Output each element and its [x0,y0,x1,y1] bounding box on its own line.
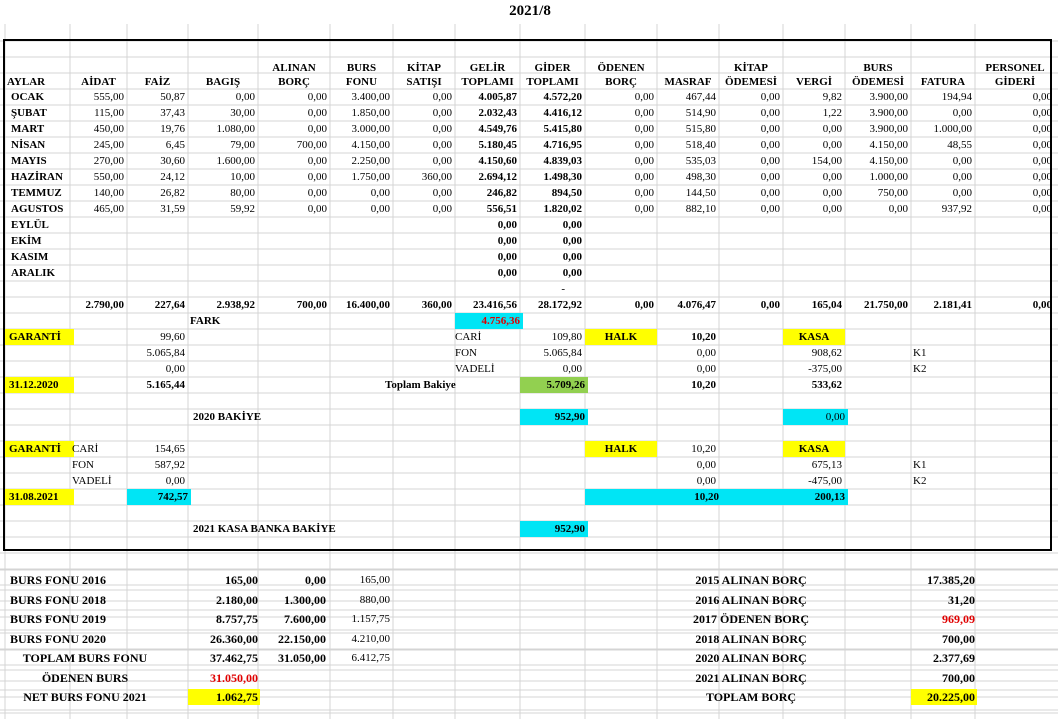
halk-2020-label[interactable]: HALK [585,329,657,345]
table-cell[interactable]: 4.839,03 [543,155,582,167]
total-cell[interactable]: 4.076,47 [677,299,716,311]
table-cell[interactable]: 0,00 [634,123,654,135]
table-cell[interactable]: 245,00 [93,139,124,151]
table-cell[interactable]: 0,00 [235,91,255,103]
table-cell[interactable]: 37,43 [160,107,185,119]
garanti-2020-total[interactable]: 5.165,44 [146,379,185,391]
table-cell[interactable]: 700,00 [296,139,327,151]
total-cell[interactable]: 28.172,92 [538,299,582,311]
k1-label[interactable]: K1 [913,347,927,359]
total-cell[interactable]: 21.750,00 [864,299,908,311]
vadeli-label[interactable]: VADELİ [455,363,495,375]
table-cell[interactable]: 0,00 [432,203,452,215]
table-cell[interactable]: 0,00 [952,107,972,119]
table-cell[interactable]: 5.180,45 [478,139,517,151]
cari-2021-label[interactable]: CARİ [72,443,99,455]
borc-label[interactable]: 2018 ALINAN BORÇ [695,631,807,646]
table-cell[interactable]: 0,00 [760,171,780,183]
borc-label[interactable]: 2017 ÖDENEN BORÇ [692,612,809,626]
total-cell[interactable]: 2.938,92 [216,299,255,311]
table-cell[interactable]: 26,82 [160,187,185,199]
total-cell[interactable]: 227,64 [154,299,185,311]
table-cell[interactable]: 0,00 [562,267,582,279]
header-1[interactable]: AİDAT [81,76,116,88]
month-label[interactable]: KASIM [11,251,49,263]
borc-label[interactable]: 2021 ALINAN BORÇ [695,670,807,685]
table-cell[interactable]: 3.000,00 [351,123,390,135]
k2-label[interactable]: K2 [913,363,927,375]
halk-2021-total[interactable]: 10,20 [585,489,722,505]
header-9[interactable]: ÖDENEN BORÇ [597,62,645,88]
table-cell[interactable]: 3.900,00 [869,91,908,103]
garanti-2020-v3[interactable]: 0,00 [165,363,185,375]
month-label[interactable]: EYLÜL [11,219,49,231]
table-cell[interactable]: 0,00 [760,139,780,151]
table-cell[interactable]: 0,00 [562,235,582,247]
cari-2020[interactable]: 109,80 [551,331,582,343]
month-label[interactable]: ARALIK [11,267,56,279]
vadeli-2020[interactable]: 0,00 [562,363,582,375]
borc-label[interactable]: 2015 ALINAN BORÇ [695,573,807,587]
burs-label[interactable]: BURS FONU 2018 [10,592,107,607]
table-cell[interactable]: 0,00 [634,107,654,119]
table-cell[interactable]: 0,00 [307,123,327,135]
table-cell[interactable]: 0,00 [307,171,327,183]
vadeli-2021[interactable]: 0,00 [165,475,185,487]
burs-label[interactable]: BURS FONU 2019 [10,612,107,626]
table-cell[interactable]: 1.000,00 [869,171,908,183]
kasa-2021-total[interactable]: 200,13 [719,489,848,505]
table-cell[interactable]: 0,00 [634,203,654,215]
table-cell[interactable]: 1.000,00 [933,123,972,135]
borc-value[interactable]: 700,00 [942,670,975,685]
table-cell[interactable]: 3.900,00 [869,107,908,119]
table-cell[interactable]: 50,87 [160,91,185,103]
halk-2020-v1[interactable]: 10,20 [691,331,716,343]
table-cell[interactable]: 0,00 [562,219,582,231]
table-cell[interactable]: 4.549,76 [478,123,517,135]
table-cell[interactable]: 3.400,00 [351,91,390,103]
borc-label[interactable]: TOPLAM BORÇ [705,690,797,704]
table-cell[interactable]: 535,03 [685,155,716,167]
table-cell[interactable]: 498,30 [685,171,716,183]
table-cell[interactable]: 0,00 [952,171,972,183]
burs-label[interactable]: BURS FONU 2016 [10,573,107,587]
month-label[interactable]: HAZİRAN [11,171,63,183]
table-cell[interactable]: 0,00 [497,267,517,279]
table-cell[interactable]: 0,00 [307,91,327,103]
toplam-bakiye-label[interactable]: Toplam Bakiye [385,379,456,391]
bakiye-2020-label[interactable]: 2020 BAKİYE [193,411,262,423]
table-cell[interactable]: 0,00 [1032,171,1052,183]
table-cell[interactable]: 144,50 [685,187,716,199]
burs-remaining[interactable]: 4.210,00 [351,632,390,645]
table-cell[interactable]: 1.080,00 [216,123,255,135]
table-cell[interactable]: 0,00 [307,107,327,119]
total-cell[interactable]: 165,04 [811,299,842,311]
table-cell[interactable]: 0,00 [634,139,654,151]
burs-amount[interactable]: 31.050,00 [210,670,258,685]
fon-2021-label[interactable]: FON [72,459,95,471]
table-cell[interactable]: 4.150,00 [869,139,908,151]
burs-remaining[interactable]: 880,00 [359,593,390,606]
table-cell[interactable]: 0,00 [1032,139,1052,151]
burs-amount[interactable]: 2.180,00 [216,592,258,607]
table-cell[interactable]: 0,00 [1032,91,1052,103]
month-label[interactable]: NİSAN [11,139,46,151]
kasa-2021-k1[interactable]: 675,13 [811,459,842,471]
burs-paid[interactable]: 0,00 [305,573,326,587]
table-cell[interactable]: 0,00 [822,171,842,183]
table-cell[interactable]: 0,00 [760,203,780,215]
burs-remaining[interactable]: 1.157,75 [351,613,390,625]
header-2[interactable]: FAİZ [144,76,171,88]
header-13[interactable]: BURS ÖDEMESİ [852,62,904,88]
burs-paid[interactable]: 7.600,00 [284,612,326,626]
table-cell[interactable]: 0,00 [497,251,517,263]
table-cell[interactable]: 246,82 [486,187,517,199]
header-8[interactable]: GİDER TOPLAMI [526,62,579,88]
table-cell[interactable]: 9,82 [822,91,842,103]
table-cell[interactable]: 2.250,00 [351,155,390,167]
table-cell[interactable]: 19,76 [160,123,185,135]
table-cell[interactable]: 1.498,30 [543,171,582,183]
total-cell[interactable]: 2.181,41 [933,299,972,311]
header-4[interactable]: ALINAN BORÇ [272,62,316,88]
kasa-2020-label[interactable]: KASA [783,329,845,345]
table-cell[interactable]: 4.150,00 [869,155,908,167]
table-cell[interactable]: 0,00 [307,155,327,167]
burs-label[interactable]: NET BURS FONU 2021 [23,690,147,704]
table-cell[interactable]: 31,59 [160,203,185,215]
burs-paid[interactable]: 22.150,00 [278,631,326,646]
table-cell[interactable]: 750,00 [877,187,908,199]
header-14[interactable]: FATURA [920,76,966,88]
halk-2021-label[interactable]: HALK [585,441,657,457]
table-cell[interactable]: 0,00 [370,203,390,215]
table-cell[interactable]: 4.150,60 [478,155,517,167]
borc-value[interactable]: 31,20 [948,592,975,607]
table-cell[interactable]: 514,90 [685,107,716,119]
dash-cell[interactable]: - [561,283,565,295]
total-cell[interactable]: 700,00 [296,299,327,311]
header-15[interactable]: PERSONEL GİDERİ [985,62,1045,88]
table-cell[interactable]: 0,00 [822,203,842,215]
table-cell[interactable]: 0,00 [307,187,327,199]
table-cell[interactable]: 24,12 [160,171,185,183]
table-cell[interactable]: 0,00 [634,187,654,199]
k2-2021-label[interactable]: K2 [913,475,927,487]
borc-value[interactable]: 700,00 [942,631,975,646]
k1-2021-label[interactable]: K1 [913,459,927,471]
fark-label[interactable]: FARK [190,315,221,327]
date-2020[interactable]: 31.12.2020 [5,377,74,393]
fon-2020[interactable]: 5.065,84 [543,347,582,359]
kasa-2020-zero[interactable]: 0,00 [783,409,848,425]
table-cell[interactable]: 0,00 [432,91,452,103]
table-cell[interactable]: 30,00 [230,107,255,119]
table-cell[interactable]: 0,00 [634,91,654,103]
garanti-2020-label[interactable]: GARANTİ [5,329,74,345]
table-cell[interactable]: 1.600,00 [216,155,255,167]
fon-2021[interactable]: 587,92 [154,459,185,471]
table-cell[interactable]: 2.694,12 [478,171,517,183]
table-cell[interactable]: 0,00 [760,187,780,199]
burs-paid[interactable]: 1.300,00 [284,592,326,607]
table-cell[interactable]: 0,00 [760,155,780,167]
total-cell[interactable]: 0,00 [760,299,780,311]
table-cell[interactable]: 0,00 [1032,107,1052,119]
table-cell[interactable]: 4.572,20 [543,91,582,103]
header-3[interactable]: BAGIŞ [205,76,241,88]
burs-label[interactable]: BURS FONU 2020 [10,631,107,646]
sheet-title: 2021/8 [509,3,551,19]
table-cell[interactable]: 0,00 [952,155,972,167]
halk-2021-v1[interactable]: 10,20 [691,443,716,455]
header-6[interactable]: KİTAP SATIŞI [406,62,442,88]
month-label[interactable]: OCAK [11,91,44,103]
table-cell[interactable]: 0,00 [822,187,842,199]
bakiye-2021-label[interactable]: 2021 KASA BANKA BAKİYE [193,523,336,535]
table-cell[interactable]: 0,00 [497,235,517,247]
table-cell[interactable]: 556,51 [486,203,517,215]
table-cell[interactable]: 465,00 [93,203,124,215]
borc-value[interactable]: 17.385,20 [927,573,975,587]
table-cell[interactable]: 467,44 [685,91,716,103]
table-cell[interactable]: 115,00 [94,107,124,119]
bakiye-2021-value[interactable]: 952,90 [520,521,588,537]
table-cell[interactable]: 1.820,02 [543,203,582,215]
header-7[interactable]: GELİR TOPLAMI [461,62,514,88]
table-cell[interactable]: 154,00 [811,155,842,167]
table-cell[interactable]: 0,00 [1032,187,1052,199]
borc-label[interactable]: 2016 ALINAN BORÇ [695,592,807,607]
burs-amount[interactable]: 26.360,00 [210,631,258,646]
month-label[interactable]: AGUSTOS [11,203,64,215]
toplam-bakiye-value[interactable]: 5.709,26 [520,377,588,393]
table-cell[interactable]: 0,00 [1032,155,1052,167]
month-label[interactable]: MAYIS [11,155,47,167]
table-cell[interactable]: 360,00 [421,171,452,183]
table-cell[interactable]: 80,00 [230,187,255,199]
header-10[interactable]: MASRAF [664,76,712,88]
kasa-2021-label[interactable]: KASA [783,441,845,457]
table-cell[interactable]: 0,00 [497,219,517,231]
burs-label[interactable]: TOPLAM BURS FONU [22,651,148,665]
borc-label[interactable]: 2020 ALINAN BORÇ [695,651,807,665]
total-cell[interactable]: 360,00 [421,299,452,311]
table-cell[interactable]: 518,40 [685,139,716,151]
table-cell[interactable]: 4.716,95 [543,139,582,151]
table-cell[interactable]: 937,92 [941,203,972,215]
table-cell[interactable]: 0,00 [1032,203,1052,215]
table-cell[interactable]: 0,00 [760,107,780,119]
header-5[interactable]: BURS FONU [345,62,378,88]
table-cell[interactable]: 0,00 [634,171,654,183]
month-label[interactable]: TEMMUZ [11,187,62,199]
table-cell[interactable]: 1.750,00 [351,171,390,183]
cari-2021[interactable]: 154,65 [154,443,185,455]
burs-remaining[interactable]: 6.412,75 [351,652,390,664]
burs-remaining[interactable]: 165,00 [359,574,390,586]
garanti-2021-label[interactable]: GARANTİ [5,441,74,457]
burs-amount[interactable]: 165,00 [225,573,258,587]
borc-value[interactable]: 969,09 [942,612,975,626]
total-cell[interactable]: 16.400,00 [346,299,390,311]
table-cell[interactable]: 0,00 [634,155,654,167]
table-cell[interactable]: 6,45 [165,139,185,151]
burs-amount[interactable]: 8.757,75 [216,612,258,626]
garanti-2020-v1[interactable]: 99,60 [160,331,185,343]
garanti-2020-v2[interactable]: 5.065,84 [146,347,185,359]
table-cell[interactable]: 194,94 [941,91,972,103]
table-cell[interactable]: 4.005,87 [478,91,517,103]
burs-label[interactable]: ÖDENEN BURS [41,670,129,685]
table-cell[interactable]: 0,00 [432,155,452,167]
header-11[interactable]: KİTAP ÖDEMESİ [725,62,777,88]
kasa-2020-k2[interactable]: -375,00 [808,363,842,375]
halk-2020-total[interactable]: 10,20 [691,379,716,391]
table-cell[interactable]: 4.416,12 [543,107,582,119]
table-cell[interactable]: 0,00 [307,203,327,215]
table-cell[interactable]: 140,00 [93,187,124,199]
burs-amount[interactable]: 37.462,75 [210,651,258,665]
table-cell[interactable]: 555,00 [93,91,124,103]
halk-2021-v2[interactable]: 0,00 [696,459,716,471]
table-cell[interactable]: 5.415,80 [543,123,582,135]
table-cell[interactable]: 0,00 [562,251,582,263]
table-cell[interactable]: 450,00 [93,123,124,135]
table-cell[interactable]: 4.150,00 [351,139,390,151]
table-cell[interactable]: 0,00 [1032,123,1052,135]
table-cell[interactable]: 894,50 [551,187,582,199]
table-cell[interactable]: 882,10 [685,203,716,215]
table-cell[interactable]: 0,00 [432,187,452,199]
table-cell[interactable]: 515,80 [685,123,716,135]
table-cell[interactable]: 48,55 [947,139,972,151]
date-2021[interactable]: 31.08.2021 [5,489,74,505]
header-12[interactable]: VERGİ [795,76,833,88]
month-label[interactable]: MART [11,123,45,135]
garanti-2021-total[interactable]: 742,57 [127,489,191,505]
table-cell[interactable]: 0,00 [760,91,780,103]
table-cell[interactable]: 0,00 [432,107,452,119]
burs-amount[interactable]: 1.062,75 [188,689,260,705]
table-cell[interactable]: 79,00 [230,139,255,151]
cari-label[interactable]: CARİ [455,331,482,343]
halk-2021-v3[interactable]: 0,00 [696,475,716,487]
table-cell[interactable]: 1,22 [822,107,842,119]
table-cell[interactable]: 0,00 [822,123,842,135]
fark-value[interactable]: 4.756,36 [455,313,523,329]
borc-value[interactable]: 2.377,69 [933,651,975,665]
table-cell[interactable]: 2.032,43 [478,107,517,119]
kasa-2020-k1[interactable]: 908,62 [811,347,842,359]
fon-label[interactable]: FON [455,347,478,359]
kasa-2021-k2[interactable]: -475,00 [808,475,842,487]
borc-value[interactable]: 20.225,00 [911,689,977,705]
kasa-2020-total[interactable]: 533,62 [811,379,842,391]
total-cell[interactable]: 23.416,56 [473,299,517,311]
header-0[interactable]: AYLAR [7,76,46,88]
table-cell[interactable]: 0,00 [432,123,452,135]
table-cell[interactable]: 0,00 [822,139,842,151]
halk-2020-v2[interactable]: 0,00 [696,347,716,359]
table-cell[interactable]: 0,00 [760,123,780,135]
table-cell[interactable]: 0,00 [432,139,452,151]
vadeli-2021-label[interactable]: VADELİ [72,475,112,487]
table-cell[interactable]: 59,92 [230,203,255,215]
main-table-border [3,39,1052,551]
burs-paid[interactable]: 31.050,00 [278,651,326,665]
table-cell[interactable]: 550,00 [93,171,124,183]
table-cell[interactable]: 10,00 [230,171,255,183]
table-cell[interactable]: 3.900,00 [869,123,908,135]
month-label[interactable]: EKİM [11,235,42,247]
bakiye-2020-value[interactable]: 952,90 [520,409,588,425]
table-cell[interactable]: 1.850,00 [351,107,390,119]
total-cell[interactable]: 2.790,00 [85,299,124,311]
table-cell[interactable]: 270,00 [93,155,124,167]
table-cell[interactable]: 0,00 [370,187,390,199]
halk-2020-v3[interactable]: 0,00 [696,363,716,375]
table-cell[interactable]: 0,00 [888,203,908,215]
total-cell[interactable]: 0,00 [1032,299,1052,311]
total-cell[interactable]: 0,00 [634,299,654,311]
table-cell[interactable]: 0,00 [952,187,972,199]
table-cell[interactable]: 30,60 [160,155,185,167]
month-label[interactable]: ŞUBAT [11,107,47,119]
